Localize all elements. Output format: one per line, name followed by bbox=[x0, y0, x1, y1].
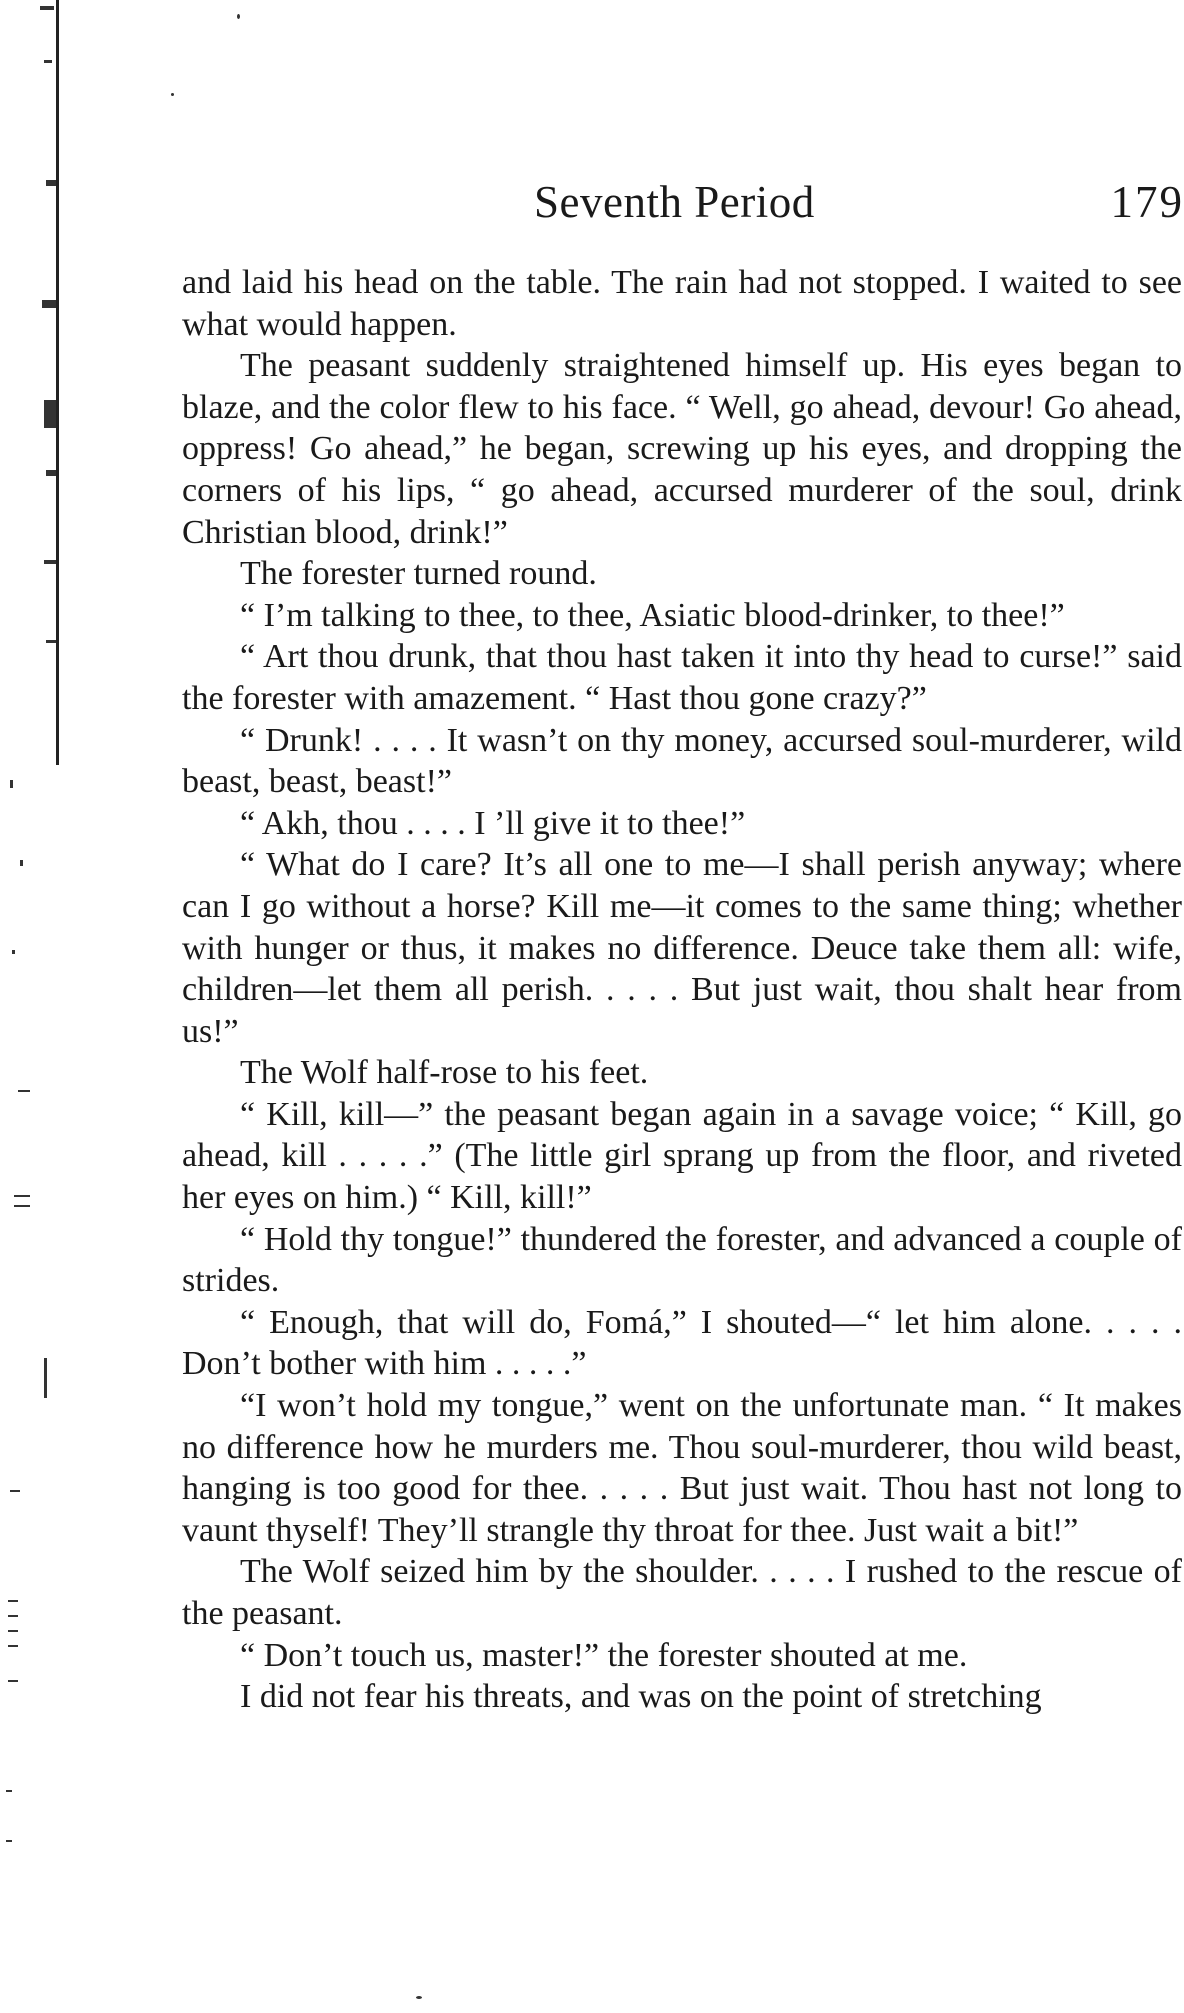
paragraph: “ Art thou drunk, that thou hast taken it into thy head to curse!” said the forester with amazement. “ Hast thou gone crazy?” bbox=[182, 638, 1182, 717]
binding-mark bbox=[44, 1358, 47, 1398]
paragraph: “ Enough, that will do, Fomá,” I shouted—“ let him alone. . . . . Don’t bother with him . . . . .” bbox=[182, 1303, 1182, 1383]
binding-mark bbox=[10, 780, 13, 788]
binding-mark bbox=[8, 1645, 18, 1647]
binding-rule bbox=[56, 0, 59, 765]
binding-edge bbox=[0, 0, 62, 2013]
paragraph: The Wolf half-rose to his feet. bbox=[240, 1054, 649, 1092]
binding-mark bbox=[18, 1090, 30, 1092]
paragraph: and laid his head on the table. The rain had not stopped. I waited to see what would happen. bbox=[182, 264, 1182, 343]
binding-mark bbox=[10, 1490, 20, 1492]
binding-mark bbox=[14, 1205, 30, 1207]
binding-mark bbox=[8, 1680, 18, 1682]
running-head: Seventh Period bbox=[534, 177, 815, 227]
speck-mark bbox=[171, 93, 174, 96]
binding-mark bbox=[6, 1790, 12, 1792]
paragraph: “ I’m talking to thee, to thee, Asiatic blood-drinker, to thee!” bbox=[240, 596, 1065, 634]
binding-mark bbox=[6, 1840, 12, 1842]
binding-mark bbox=[40, 6, 54, 10]
binding-mark bbox=[8, 1600, 18, 1602]
paragraph: “ Akh, thou . . . . I ’ll give it to thee!” bbox=[240, 804, 746, 842]
binding-mark bbox=[8, 1630, 18, 1632]
binding-mark bbox=[44, 60, 52, 63]
page-header bbox=[182, 172, 1184, 232]
page-number: 179 bbox=[1110, 177, 1184, 227]
paragraph: I did not fear his threats, and was on the point of stretching bbox=[240, 1678, 1042, 1716]
paragraph: “ Hold thy tongue!” thundered the forester, and advanced a couple of strides. bbox=[182, 1220, 1182, 1300]
paragraph: “ Kill, kill—” the peasant began again in a savage voice; “ Kill, go ahead, kill . . . . .” (The little girl sprang up from the floor, and riveted her eyes on him.) “ Kill, kill!” bbox=[182, 1095, 1182, 1217]
paragraph: The forester turned round. bbox=[240, 555, 597, 593]
binding-mark bbox=[42, 300, 56, 308]
binding-mark bbox=[12, 950, 15, 954]
speck-mark bbox=[237, 14, 240, 19]
binding-mark bbox=[46, 180, 56, 186]
paragraph: “ Don’t touch us, master!” the forester shouted at me. bbox=[240, 1636, 968, 1674]
paragraph: The Wolf seized him by the shoulder. . . . . I rushed to the rescue of the peasant. bbox=[182, 1553, 1182, 1632]
paragraph: “ Drunk! . . . . It wasn’t on thy money, accursed soul-murderer, wild beast, beast, beast!” bbox=[182, 721, 1182, 801]
paragraph: The peasant suddenly straightened himself up. His eyes began to blaze, and the color flew to his face. “ Well, go ahead, devour! Go ahead, oppress! Go ahead,” he began, screwing up his eyes, and dropping the corners of his lips, “ go ahead, accursed murderer of the soul, drink Christian blood, drink!” bbox=[182, 347, 1182, 551]
binding-mark bbox=[44, 400, 56, 428]
binding-mark bbox=[8, 1615, 18, 1617]
speck-mark bbox=[416, 1996, 422, 1999]
paragraph: “I won’t hold my tongue,” went on the unfortunate man. “ It makes no difference how he murders me. Thou soul-murderer, thou wild beast, hanging is too good for thee. . . . . But just wait. Thou hast not long to vaunt thyself! They’ll strangle thy throat for thee. Just wait a bit!” bbox=[182, 1387, 1182, 1549]
binding-mark bbox=[44, 560, 56, 564]
binding-mark bbox=[46, 640, 56, 643]
binding-mark bbox=[20, 860, 23, 866]
binding-mark bbox=[14, 1195, 30, 1197]
paragraph: “ What do I care? It’s all one to me—I shall perish anyway; where can I go without a horse? Kill me—it comes to the same thing; whether with hunger or thus, it makes no difference. Deuce take them all: wife, children—let them all perish. . . . . But just wait, thou shalt hear from us!” bbox=[182, 846, 1182, 1050]
binding-mark bbox=[46, 470, 56, 476]
body-text bbox=[182, 262, 1182, 1718]
